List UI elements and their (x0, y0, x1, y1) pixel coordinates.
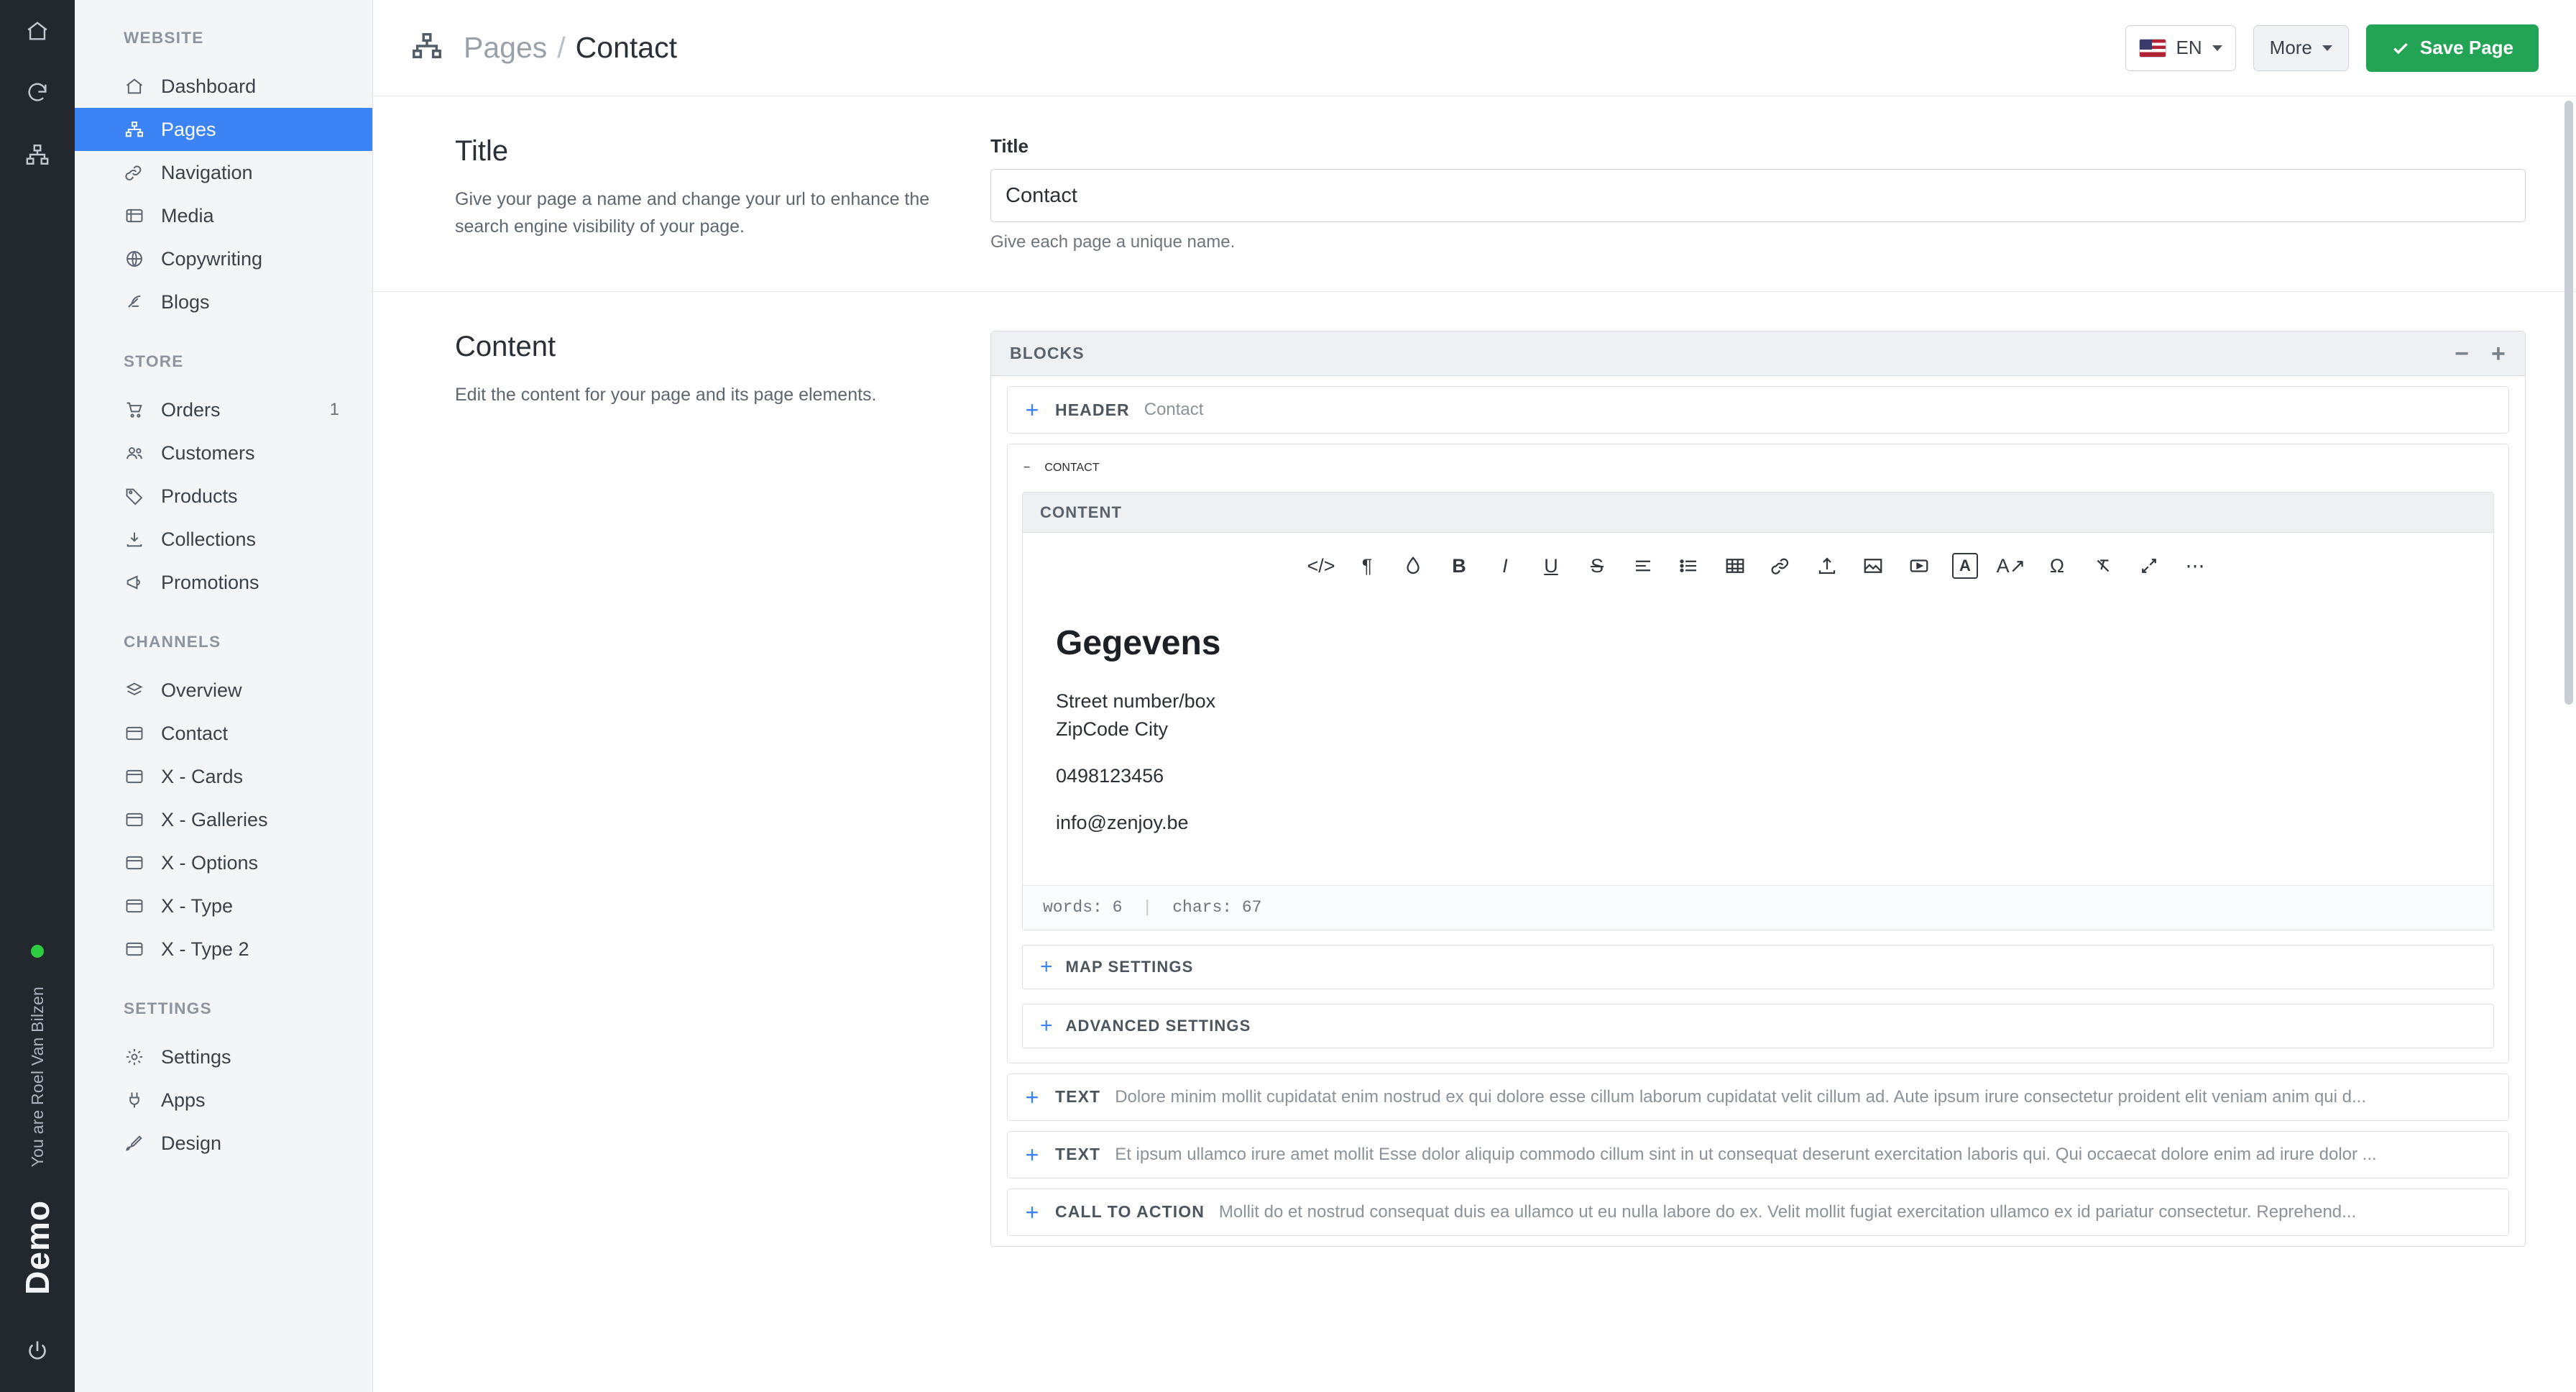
block-row-header[interactable] (1007, 386, 2509, 434)
image-icon[interactable] (1850, 546, 1896, 586)
sidebar-item-label: Blogs (161, 290, 210, 313)
save-page-label: Save Page (2419, 37, 2513, 58)
window-icon (124, 852, 145, 874)
gear-icon (124, 1046, 145, 1068)
collapse-icon[interactable]: − (1024, 462, 1031, 474)
block-name: HEADER (1055, 400, 1130, 419)
blocks-panel (990, 331, 2526, 1247)
language-selector[interactable] (2125, 25, 2236, 71)
underline-icon[interactable]: U (1544, 554, 1558, 577)
block-row-text-2[interactable] (1007, 1131, 2509, 1178)
feather-icon (124, 291, 145, 313)
sidebar-item-collections[interactable] (75, 518, 372, 561)
title-field-group (990, 135, 2526, 252)
map-settings-label: MAP SETTINGS (1065, 957, 1194, 976)
window-icon (124, 895, 145, 917)
title-field-help: Give each page a unique name. (990, 232, 1236, 252)
upload-icon[interactable] (1804, 546, 1850, 586)
advanced-settings-section[interactable] (1022, 1004, 2494, 1048)
editor-email: info@zenjoy.be (1056, 812, 1189, 834)
block-name: TEXT (1055, 1087, 1101, 1107)
omega-icon[interactable]: Ω (2049, 554, 2065, 577)
expand-icon[interactable]: + (1040, 1013, 1053, 1038)
stats-divider: | (1142, 898, 1153, 917)
content-section-description (455, 331, 990, 1247)
sidebar-group-title: WEBSITE (124, 29, 204, 47)
title-field-label: Title (990, 135, 1029, 157)
media-icon (124, 205, 145, 226)
main-content (373, 0, 2576, 1392)
list-icon[interactable] (1666, 546, 1712, 586)
sidebar-item-dashboard[interactable] (75, 65, 372, 108)
globe-icon (124, 248, 145, 270)
sidebar-item-label: Copywriting (161, 247, 263, 270)
expand-icon[interactable]: + (1040, 954, 1053, 979)
window-icon (124, 766, 145, 787)
sidebar-item-x-options[interactable] (75, 841, 372, 884)
word-count: words: 6 (1043, 898, 1123, 917)
editor-address (1056, 687, 2460, 743)
add-block-button[interactable]: + (2491, 339, 2506, 367)
block-contact (1007, 444, 2509, 1063)
sidebar-group-title: SETTINGS (124, 999, 212, 1017)
editor-heading: Gegevens (1056, 624, 1221, 662)
content-subpanel-title: CONTENT (1023, 493, 2493, 533)
sidebar-item-label: Contact (161, 722, 229, 744)
blocks-panel-title: BLOCKS (1010, 344, 1085, 362)
video-icon[interactable] (1896, 546, 1942, 586)
code-icon[interactable]: </> (1307, 554, 1335, 577)
home-icon[interactable] (0, 0, 75, 62)
paragraph-icon[interactable]: ¶ (1361, 554, 1373, 577)
sidebar-item-label: X - Options (161, 851, 259, 874)
link-icon (124, 162, 145, 183)
sync-icon[interactable] (0, 62, 75, 124)
icon-rail (0, 0, 75, 1392)
sidebar-item-label: Design (161, 1132, 222, 1154)
sidebar-item-design[interactable] (75, 1122, 372, 1165)
bold-icon[interactable]: B (1452, 554, 1466, 577)
map-settings-section[interactable] (1022, 945, 2494, 989)
megaphone-icon (124, 572, 145, 593)
more-button[interactable] (2253, 25, 2349, 71)
sidebar-item-media[interactable] (75, 194, 372, 237)
sidebar-group-title: STORE (124, 352, 184, 370)
sidebar-item-orders[interactable] (75, 388, 372, 431)
expand-icon[interactable]: + (1025, 1199, 1039, 1225)
sidebar-item-blogs[interactable] (75, 280, 372, 324)
home-icon (124, 75, 145, 97)
users-icon (124, 442, 145, 464)
window-icon (124, 723, 145, 744)
sitemap-icon (410, 29, 443, 66)
sidebar-item-label: X - Galleries (161, 808, 268, 830)
more-dots-icon[interactable]: ⋯ (2185, 554, 2205, 577)
block-preview: Mollit do et nostrud consequat duis ea ullamco ut eu nulla labore do ex. Velit mollit fugiat exercitation ullamco ex id pariatur consectetur. Reprehend... (1218, 1201, 2357, 1222)
clear-format-icon[interactable] (2080, 546, 2126, 586)
sidebar-item-products[interactable] (75, 475, 372, 518)
sidebar-item-x-cards[interactable] (75, 755, 372, 798)
sidebar-item-label: Pages (161, 118, 216, 140)
font-size-icon[interactable]: A↗ (1996, 554, 2026, 577)
sidebar-item-x-type[interactable] (75, 884, 372, 928)
block-contact-header[interactable] (1008, 444, 2508, 492)
brush-icon (124, 1132, 145, 1154)
content-section (373, 292, 2576, 1286)
language-label: EN (2176, 37, 2202, 58)
download-icon (124, 528, 145, 550)
title-section-heading: Title (455, 135, 509, 167)
block-name: CALL TO ACTION (1055, 1202, 1205, 1222)
char-count: chars: 67 (1172, 898, 1262, 917)
title-section (373, 96, 2576, 292)
sidebar-item-label: Navigation (161, 161, 253, 183)
italic-icon[interactable]: I (1502, 554, 1508, 577)
content-section-heading: Content (455, 331, 556, 362)
sidebar-item-apps[interactable] (75, 1079, 372, 1122)
sidebar-item-navigation[interactable] (75, 151, 372, 194)
editor-toolbar (1023, 533, 2493, 599)
sidebar-item-label: Customers (161, 441, 255, 464)
breadcrumb-root[interactable]: Pages (464, 31, 548, 64)
strikethrough-icon[interactable]: S (1590, 554, 1604, 577)
breadcrumb-current: Contact (575, 31, 677, 64)
sidebar (75, 0, 373, 1392)
title-section-help: Give your page a name and change your url to enhance the search engine visibility of your page. (455, 189, 930, 237)
layers-icon (124, 679, 145, 701)
editor-stats (1023, 885, 2493, 930)
sidebar-item-x-galleries[interactable] (75, 798, 372, 841)
title-input[interactable] (990, 169, 2526, 222)
letter-box-icon[interactable]: A (1942, 546, 1988, 586)
sidebar-group-title: CHANNELS (124, 633, 221, 651)
droplet-icon[interactable] (1390, 546, 1436, 586)
sidebar-item-label: Promotions (161, 571, 259, 593)
table-icon[interactable] (1712, 546, 1758, 586)
expand-icon[interactable]: + (1025, 1141, 1039, 1168)
block-name: TEXT (1055, 1145, 1101, 1164)
advanced-settings-label: ADVANCED SETTINGS (1065, 1016, 1251, 1035)
editor-phone: 0498123456 (1056, 765, 1164, 787)
block-row-text-1[interactable] (1007, 1073, 2509, 1121)
sidebar-item-settings[interactable] (75, 1035, 372, 1079)
sidebar-item-badge: 1 (329, 400, 339, 419)
sidebar-item-label: Apps (161, 1089, 206, 1111)
plug-icon (124, 1089, 145, 1111)
sidebar-item-label: Orders (161, 398, 221, 421)
current-user-label: You are Roel Van Bilzen (27, 986, 47, 1168)
sidebar-item-label: Collections (161, 528, 257, 550)
block-preview: Et ipsum ullamco irure amet mollit Esse dolor aliquip commodo cillum sint in ut consequat deserunt exercitation laboris qui. Qui occaecat dolore enim ad irure dolor ... (1115, 1144, 2377, 1164)
breadcrumb (464, 31, 677, 65)
sidebar-item-label: Overview (161, 679, 242, 701)
block-name: CONTACT (1044, 462, 1100, 474)
sidebar-item-label: Media (161, 204, 214, 226)
sitemap-icon (124, 119, 145, 140)
window-icon (124, 809, 145, 830)
rich-text-editor[interactable] (1023, 599, 2493, 885)
title-section-description (455, 135, 990, 252)
workspace-brand-label: Demo (19, 1200, 56, 1295)
online-status-dot (31, 945, 44, 958)
sidebar-item-overview[interactable] (75, 669, 372, 712)
sidebar-item-promotions[interactable] (75, 561, 372, 604)
expand-icon[interactable]: + (1025, 1084, 1039, 1110)
block-row-call-to-action[interactable] (1007, 1189, 2509, 1236)
more-label: More (2269, 37, 2312, 58)
content-subpanel (1022, 492, 2494, 930)
sidebar-item-customers[interactable] (75, 431, 372, 475)
sidebar-item-pages[interactable] (75, 108, 372, 151)
chevron-down-icon (2322, 45, 2332, 51)
sidebar-item-label: Settings (161, 1045, 231, 1068)
sidebar-item-copywriting[interactable] (75, 237, 372, 280)
sidebar-item-label: X - Type (161, 894, 234, 917)
chevron-down-icon (2212, 45, 2222, 51)
flag-icon (2139, 39, 2166, 58)
link-icon[interactable] (1758, 546, 1804, 586)
sitemap-icon[interactable] (0, 124, 75, 186)
editor-line-city: ZipCode City (1056, 718, 1169, 741)
sidebar-item-label: X - Type 2 (161, 938, 249, 960)
collapse-all-button[interactable]: − (2455, 339, 2470, 367)
block-preview: Contact (1144, 400, 1204, 419)
align-left-icon[interactable] (1620, 546, 1666, 586)
sidebar-item-label: X - Cards (161, 765, 244, 787)
blocks-area (990, 331, 2526, 1247)
content-section-help: Edit the content for your page and its page elements. (455, 385, 877, 405)
power-icon[interactable] (24, 1338, 50, 1368)
breadcrumb-separator: / (557, 31, 566, 64)
expand-icon[interactable] (2126, 546, 2172, 586)
topbar (373, 0, 2576, 96)
sidebar-item-contact[interactable] (75, 712, 372, 755)
window-icon (124, 938, 145, 960)
sidebar-item-label: Products (161, 485, 238, 507)
check-icon (2391, 39, 2410, 58)
cart-icon (124, 399, 145, 421)
vertical-scrollbar[interactable] (2564, 101, 2573, 705)
blocks-panel-header (991, 331, 2525, 376)
expand-icon[interactable]: + (1025, 397, 1039, 423)
sidebar-item-label: Dashboard (161, 75, 257, 97)
block-preview: Dolore minim mollit cupidatat enim nostrud ex qui dolore esse cillum laborum cupidatat velit cillum ad. Aute ipsum irure consectetur proident elit veniam anim qui d... (1115, 1086, 2366, 1107)
tag-icon (124, 485, 145, 507)
sidebar-item-x-type-2[interactable] (75, 928, 372, 971)
save-page-button[interactable] (2366, 24, 2539, 72)
editor-line-street: Street number/box (1056, 690, 1216, 712)
topbar-actions (2125, 24, 2539, 72)
